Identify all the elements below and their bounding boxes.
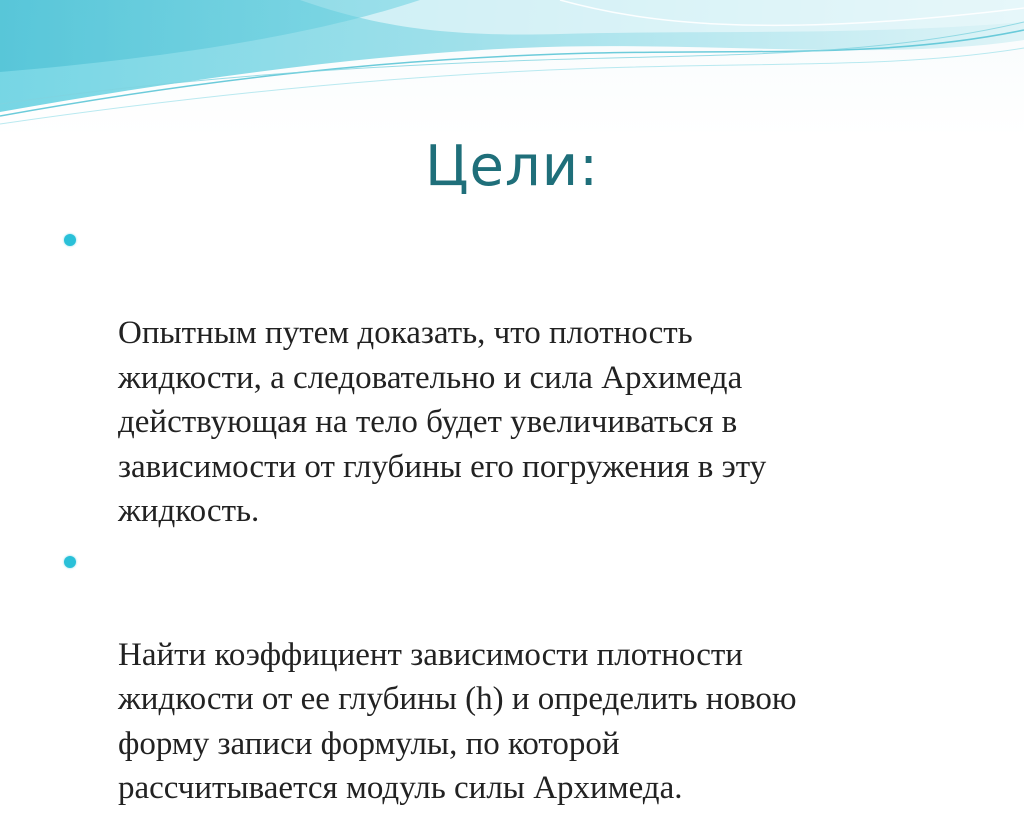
bullet-text: Найти коэффициент зависимости плотности жидкости от ее глубины (h) и определить новою форму записи формулы, по которой рассчитывается модуль силы Архимеда.: [118, 636, 797, 806]
slide-title: Цели:: [425, 134, 599, 199]
bullet-list: [64, 222, 924, 821]
wave-decoration-icon: [0, 0, 1024, 130]
bullet-item: [64, 222, 924, 534]
bullet-text: Опытным путем доказать, что плотность жидкости, а следовательно и сила Архимеда действующая на тело будет увеличиваться в зависимости от глубины его погружения в эту жидкость.: [118, 315, 767, 529]
bullet-item: [64, 544, 924, 811]
bullet-dot-icon: [64, 234, 76, 246]
bullet-dot-icon: [64, 556, 76, 568]
